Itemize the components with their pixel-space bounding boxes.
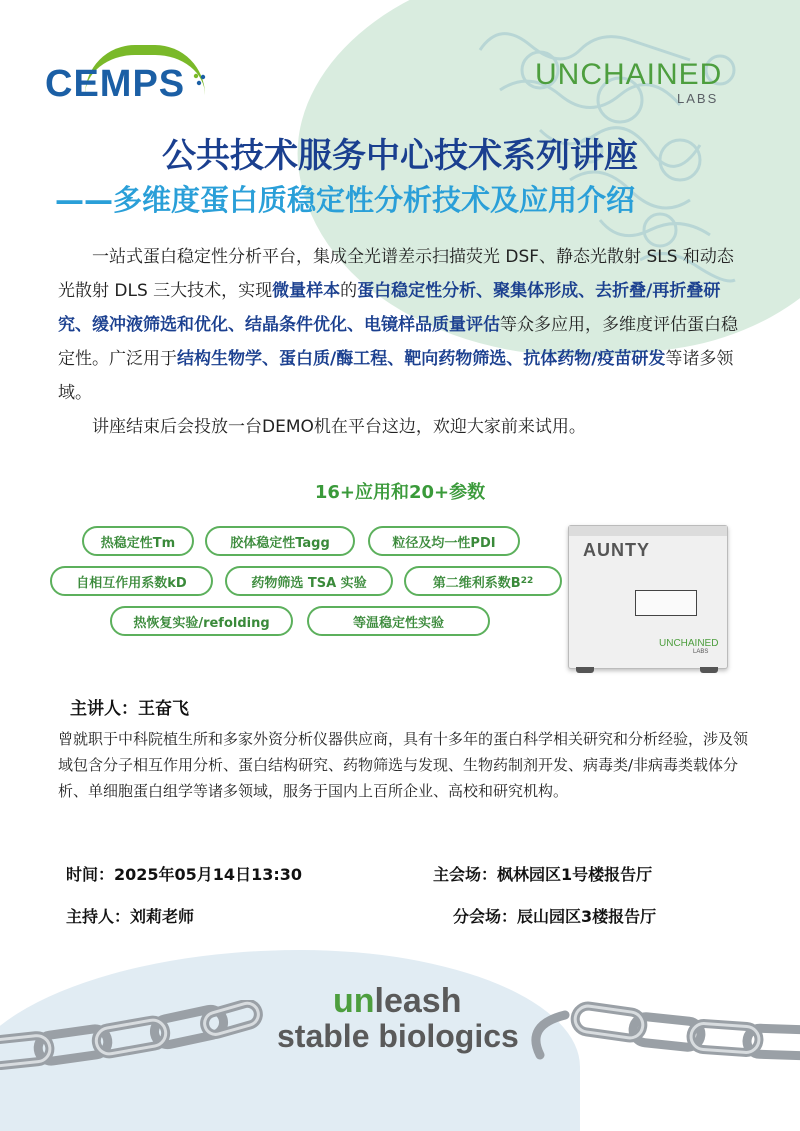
event-host: 主持人：刘莉老师 — [66, 907, 195, 926]
speaker-bio: 曾就职于中科院植生所和多家外资分析仪器供应商，具有十多年的蛋白科学相关研究和分析经验，涉及领域包含分子相互作用分析、蛋白结构研究、药物筛选与发现、生物药制剂开发、病毒类/非病毒类载体分析、单细胞蛋白组学等诸多领域，服务于国内上百所企业、高校和研究机构。 — [58, 730, 749, 800]
intro-highlight-2: 蛋白稳定性分析、聚集体形成、去折叠/再折叠研究、缓冲液筛选和优化、结晶条件优化、电镜样品质量评估 — [58, 281, 721, 335]
app-pill-tsa: 药物筛选 TSA 实验 — [225, 566, 393, 596]
instrument-foot — [576, 667, 594, 673]
app-pill-b22 — [404, 566, 562, 596]
intro-paragraph-2: 讲座结束后会投放一台DEMO机在平台这边，欢迎大家前来试用。 — [92, 417, 586, 437]
aunty-instrument-image — [568, 525, 726, 675]
intro-text-d: 等诸多领域。 — [58, 349, 734, 403]
tagline-un: un — [333, 982, 375, 1020]
instrument-foot — [700, 667, 718, 673]
instrument-body — [568, 525, 728, 669]
cemps-logo-text: CEMPS — [45, 63, 186, 105]
instrument-logo-text: UNCHAINED — [659, 638, 719, 649]
page-subtitle: ——多维度蛋白质稳定性分析技术及应用介绍 — [55, 183, 636, 217]
unchained-logo-text: UNCHAINED — [535, 58, 723, 91]
instrument-logo-sub: LABS — [693, 649, 709, 655]
event-time: 时间：2025年05月14日13:30 — [66, 865, 302, 884]
app-pill-b22-subscript: 22 — [520, 576, 534, 586]
app-pill-refolding: 热恢复实验/refolding — [110, 606, 293, 636]
cemps-logo — [45, 45, 205, 105]
instrument-brand: AUNTY — [583, 540, 650, 560]
speaker-label: 主讲人：王奋飞 — [70, 699, 189, 719]
intro-text-b: 的 — [340, 281, 358, 301]
intro-text — [58, 240, 738, 444]
applications-title: 16+应用和20+参数 — [314, 482, 486, 503]
instrument-logo — [659, 638, 719, 655]
app-pill-kd: 自相互作用系数kD — [50, 566, 213, 596]
unchained-logo-sub: LABS — [677, 91, 719, 106]
app-pill-pdi: 粒径及均一性PDI — [368, 526, 520, 556]
event-sub-venue: 分会场：辰山园区3楼报告厅 — [453, 907, 657, 926]
unchained-labs-logo — [535, 58, 723, 106]
event-main-venue: 主会场：枫林园区1号楼报告厅 — [433, 865, 653, 884]
app-pill-isothermal: 等温稳定性实验 — [307, 606, 490, 636]
chain-left-image — [0, 1000, 270, 1070]
tagline-leash: leash — [374, 982, 462, 1020]
instrument-screen — [635, 590, 697, 616]
cemps-logo-dots — [193, 73, 207, 87]
tagline-unleash — [333, 982, 462, 1021]
intro-text-c: 等众多应用，多维度评估蛋白稳定性。广泛用于 — [58, 315, 738, 369]
intro-highlight-1: 微量样本 — [272, 281, 341, 301]
intro-text-a: 一站式蛋白稳定性分析平台，集成全光谱差示扫描荧光 DSF、静态光散射 SLS 和动态光散射 DLS 三大技术，实现 — [58, 247, 734, 301]
app-pill-tagg: 胶体稳定性Tagg — [205, 526, 355, 556]
app-pill-tm: 热稳定性Tm — [82, 526, 194, 556]
intro-paragraph-1 — [58, 240, 738, 410]
tagline-stable-biologics: stable biologics — [277, 1018, 519, 1054]
instrument-top — [569, 526, 727, 536]
intro-highlight-3: 结构生物学、蛋白质/酶工程、靶向药物筛选、抗体药物/疫苗研发 — [177, 349, 666, 369]
page-title: 公共技术服务中心技术系列讲座 — [162, 136, 638, 176]
app-pill-b22-text: 第二维利系数B — [432, 575, 521, 591]
chain-right-image — [525, 995, 800, 1075]
